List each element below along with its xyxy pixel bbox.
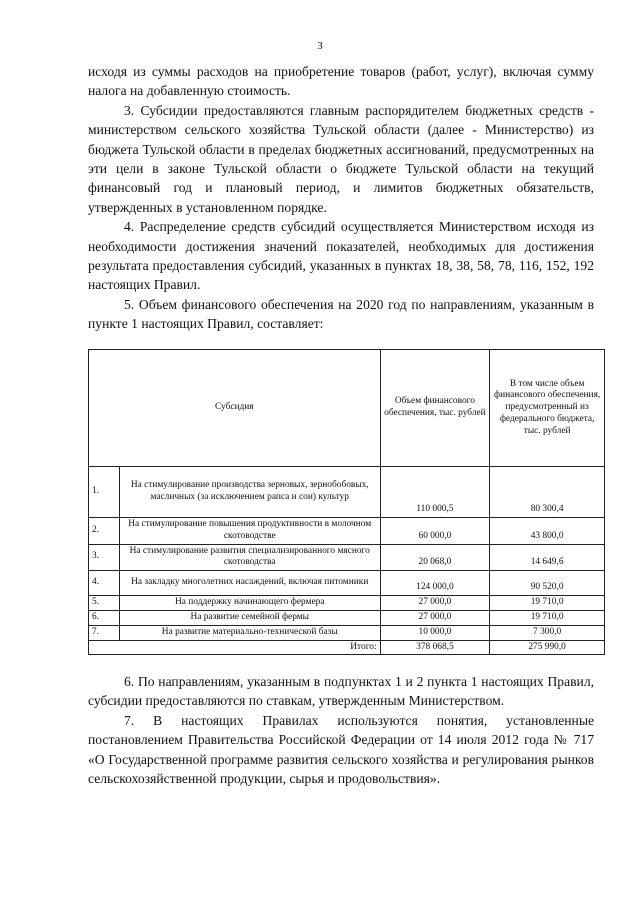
row-federal: 19 710,0: [490, 610, 605, 625]
row-total: 124 000,0: [380, 571, 490, 596]
paragraph-4: 4. Распределение средств субсидий осуществляется Министерством исходя из необходимости достижения значений показателей, необходимых для достижения результата предоставления субсидий, указанных в пунктах 18, 38, 58, 78, 116, 152, 192 настоящих Правил.: [88, 219, 594, 293]
row-name: На закладку многолетних насаждений, включая питомники: [119, 571, 380, 596]
row-name: На развитие семейной фермы: [119, 610, 380, 625]
row-federal: 43 800,0: [490, 518, 605, 545]
table-row: [89, 544, 605, 571]
row-number: 2.: [89, 518, 120, 545]
row-federal: 80 300,4: [490, 467, 605, 518]
paragraph-7: 7. В настоящих Правилах используются понятия, установленные постановлением Правительства Российской Федерации от 14 июля 2012 года № 717 «О Государственной программе развития сельского хозяйства и регулирования рынков сельскохозяйственной продукции, сырья и продовольствия».: [88, 712, 594, 787]
row-total: 60 000,0: [380, 518, 490, 545]
row-name: На стимулирование развития специализированного мясного скотоводства: [119, 544, 380, 571]
paragraph-continuation: исходя из суммы расходов на приобретение товаров (работ, услуг), включая сумму налога на добавленную стоимость.: [88, 64, 594, 99]
row-federal: 90 520,0: [490, 571, 605, 596]
row-total: 20 068,0: [380, 544, 490, 571]
row-name: На развитие материально-технической базы: [119, 625, 380, 640]
bottom-text-block: [88, 672, 594, 788]
row-number: 4.: [89, 571, 120, 596]
paragraph-5: 5. Объем финансового обеспечения на 2020 год по направлениям, указанным в пункте 1 настоящих Правил, составляет:: [88, 296, 594, 332]
total-value: 378 068,5: [380, 640, 490, 655]
table-row: [89, 596, 605, 611]
table-row: [89, 610, 605, 625]
table-header-row: [89, 350, 605, 467]
row-federal: 19 710,0: [490, 596, 605, 611]
table-row: [89, 625, 605, 640]
row-total: 110 000,5: [380, 467, 490, 518]
row-number: 3.: [89, 544, 120, 571]
subsidy-table: [88, 349, 605, 655]
table-total-row: [89, 640, 605, 655]
row-number: 6.: [89, 610, 120, 625]
page-number: 3: [317, 40, 323, 52]
top-text-block: [88, 62, 594, 334]
row-number: 5.: [89, 596, 120, 611]
paragraph-3: 3. Субсидии предоставляются главным распорядителем бюджетных средств - министерством сельского хозяйства Тульской области (далее - Министерство) из бюджета Тульской области в пределах бюджетных ассигнований, предусмотренных на эти цели в законе Тульской области о бюджете Тульской области на текущий финансовый год и плановый период, и лимитов бюджетных обязательств, утвержденных в установленном порядке.: [88, 102, 594, 215]
paragraph-6: 6. По направлениям, указанным в подпунктах 1 и 2 пункта 1 настоящих Правил, субсидии предоставляются по ставкам, утвержденным Министерством.: [88, 674, 594, 709]
row-name: На поддержку начинающего фермера: [119, 596, 380, 611]
row-number: 7.: [89, 625, 120, 640]
row-federal: 7 300,0: [490, 625, 605, 640]
table-row: [89, 467, 605, 518]
table-row: [89, 571, 605, 596]
row-number: 1.: [89, 467, 120, 518]
table-row: [89, 518, 605, 545]
row-name: На стимулирование повышения продуктивности в молочном скотоводстве: [119, 518, 380, 545]
total-label: Итого:: [89, 640, 381, 655]
header-subsidy: Субсидия: [89, 350, 381, 467]
row-total: 10 000,0: [380, 625, 490, 640]
row-federal: 14 649,6: [490, 544, 605, 571]
total-federal-value: 275 990,0: [490, 640, 605, 655]
row-total: 27 000,0: [380, 610, 490, 625]
row-name: На стимулирование производства зерновых, зернобобовых, масличных (за исключением рапса и сои) культур: [119, 467, 380, 518]
row-total: 27 000,0: [380, 596, 490, 611]
header-federal: В том числе объем финансового обеспечения, предусмотренный из федерального бюджета, тыс. рублей: [490, 350, 605, 467]
header-total: Объем финансового обеспечения, тыс. рублей: [380, 350, 490, 467]
